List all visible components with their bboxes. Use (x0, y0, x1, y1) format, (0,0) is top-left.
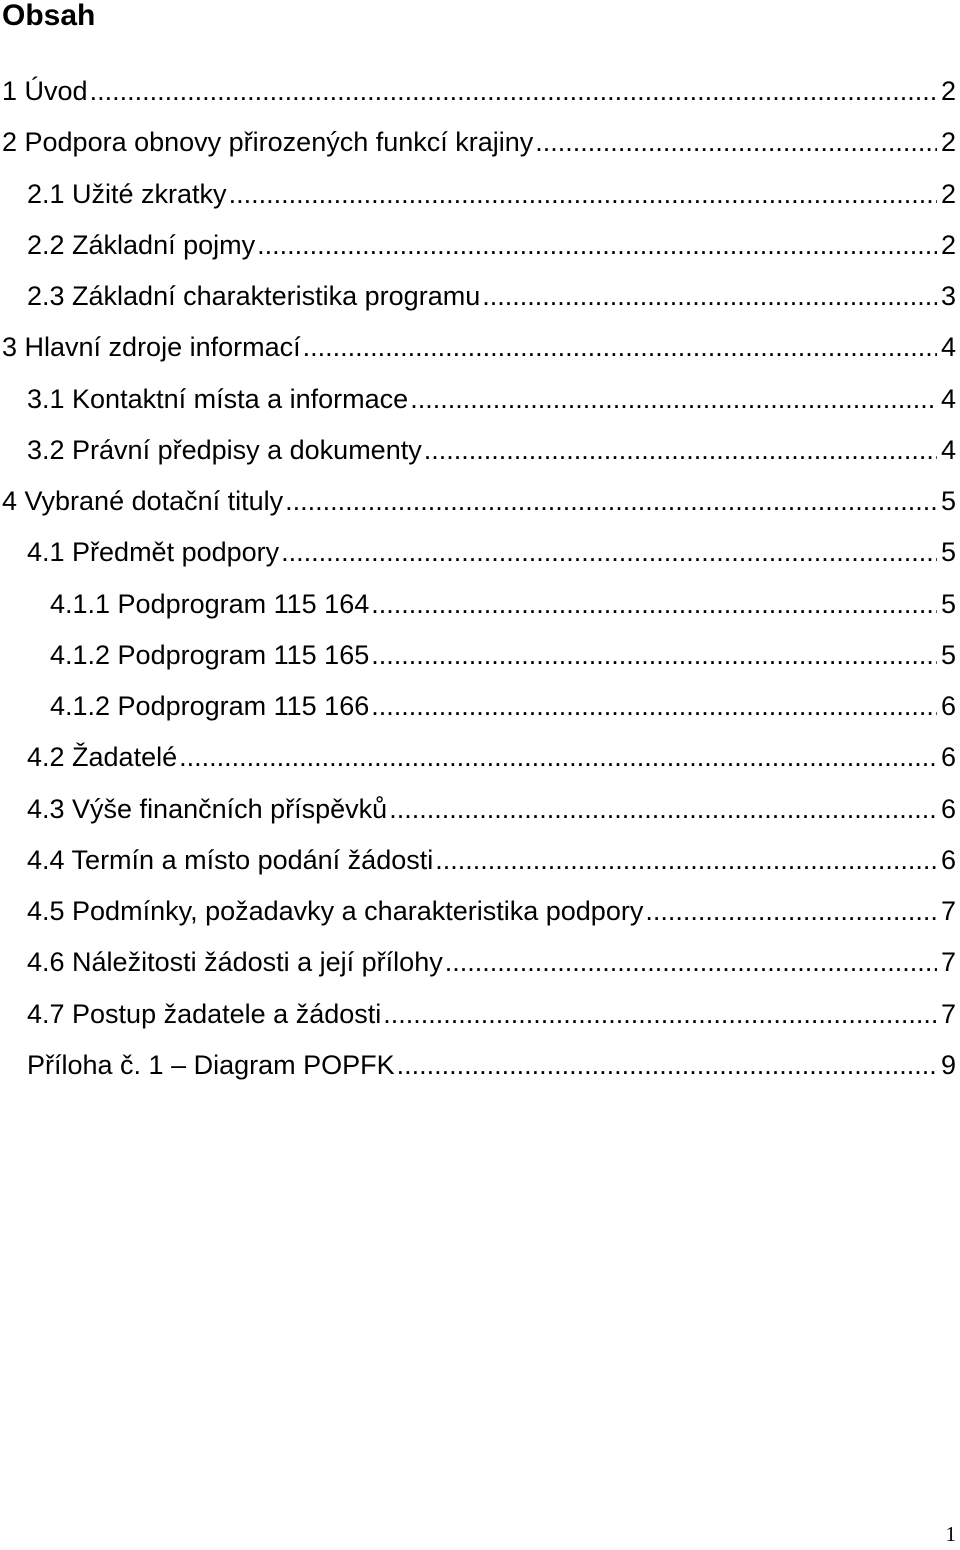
dot-leader (257, 220, 937, 271)
toc-entry-page: 5 (940, 486, 956, 516)
toc-entry-title: Příloha č. 1 – Diagram POPFK (27, 1049, 395, 1080)
toc-entry[interactable] (0, 220, 960, 271)
dot-leader (397, 1040, 937, 1091)
dot-leader (229, 169, 937, 220)
toc-entry-title: 2.1 Užité zkratky (27, 178, 227, 209)
toc-entry-page: 2 (940, 178, 956, 209)
toc-entry-title: 4.1.2 Podprogram 115 166 (50, 691, 370, 721)
toc-entry[interactable] (0, 322, 960, 373)
toc-entry[interactable] (0, 732, 960, 783)
toc-entry[interactable] (0, 835, 960, 886)
dot-leader (281, 527, 937, 578)
dot-leader (535, 117, 937, 168)
toc-entry-title: 3 Hlavní zdroje informací (2, 332, 301, 363)
toc-entry-page: 6 (940, 844, 956, 875)
toc-entry[interactable] (0, 937, 960, 988)
toc-entry-title: 4.4 Termín a místo podání žádosti (27, 844, 434, 875)
toc-entry[interactable] (0, 476, 960, 527)
dot-leader (410, 374, 937, 425)
toc-entry-page: 6 (940, 742, 956, 773)
toc-entry[interactable] (0, 579, 960, 630)
toc-entry[interactable] (0, 630, 960, 681)
dot-leader (424, 425, 937, 476)
toc-entry[interactable] (0, 374, 960, 425)
dot-leader (435, 835, 937, 886)
toc-entry-page: 5 (940, 588, 956, 619)
toc-entry-page: 3 (940, 281, 956, 311)
toc-entry[interactable] (0, 989, 960, 1040)
toc-entry[interactable] (0, 425, 960, 476)
toc-entry[interactable] (0, 886, 960, 937)
dot-leader (445, 937, 937, 988)
toc-entry[interactable] (0, 66, 960, 117)
toc-entry-page: 9 (940, 1049, 956, 1080)
dot-leader (371, 681, 937, 732)
dot-leader (303, 322, 937, 373)
dot-leader (285, 476, 937, 527)
toc-entry-title: 4.1.1 Podprogram 115 164 (50, 588, 370, 619)
toc-entry-page: 6 (940, 793, 956, 824)
toc-entry-page: 5 (940, 537, 956, 568)
dot-leader (371, 630, 937, 681)
dot-leader (383, 989, 937, 1040)
toc-entry[interactable] (0, 271, 960, 322)
dot-leader (645, 886, 937, 937)
toc-entry[interactable] (0, 1040, 960, 1091)
toc-entry-title: 2.3 Základní charakteristika programu (27, 281, 481, 311)
dot-leader (90, 66, 937, 117)
toc-entry-title: 4 Vybrané dotační tituly (2, 486, 284, 516)
toc-entry-page: 2 (940, 127, 956, 158)
toc-entry-title: 4.7 Postup žadatele a žádosti (27, 998, 382, 1029)
page-number: 1 (945, 1522, 956, 1546)
toc-entry[interactable] (0, 527, 960, 578)
toc-entry-page: 5 (940, 639, 956, 670)
dot-leader (371, 579, 937, 630)
toc-entry-title: 3.1 Kontaktní místa a informace (27, 383, 409, 414)
dot-leader (389, 784, 937, 835)
toc-entry-title: 4.1.2 Podprogram 115 165 (50, 639, 370, 670)
toc-entry-title: 2.2 Základní pojmy (27, 229, 256, 260)
toc-entry-title: 4.5 Podmínky, požadavky a charakteristika podpory (27, 896, 644, 926)
toc-entry-title: 4.2 Žadatelé (27, 742, 178, 773)
toc-entry-page: 4 (940, 383, 956, 414)
toc-entry-page: 7 (940, 947, 956, 978)
toc-entry-page: 7 (940, 896, 956, 926)
toc-entry-title: 4.3 Výše finančních příspěvků (27, 793, 388, 824)
toc-entry-page: 4 (940, 434, 956, 465)
toc-entry-page: 2 (940, 229, 956, 260)
toc-entry-title: 3.2 Právní předpisy a dokumenty (27, 434, 422, 465)
toc-entry-title: 2 Podpora obnovy přirozených funkcí krajiny (2, 127, 534, 158)
page-title: Obsah (2, 0, 96, 32)
toc-entry[interactable] (0, 117, 960, 168)
toc-entry-page: 4 (940, 332, 956, 363)
toc-entry[interactable] (0, 681, 960, 732)
toc-entry[interactable] (0, 784, 960, 835)
toc-entry-title: 1 Úvod (2, 76, 88, 106)
toc-entry-title: 4.1 Předmět podpory (27, 537, 280, 568)
toc-entry-page: 7 (940, 998, 956, 1029)
dot-leader (482, 271, 937, 322)
dot-leader (179, 732, 937, 783)
toc-entry-page: 6 (940, 691, 956, 721)
toc-entry-title: 4.6 Náležitosti žádosti a její přílohy (27, 947, 443, 978)
toc-entry[interactable] (0, 169, 960, 220)
toc-entry-page: 2 (940, 76, 956, 106)
table-of-contents (0, 66, 960, 1091)
